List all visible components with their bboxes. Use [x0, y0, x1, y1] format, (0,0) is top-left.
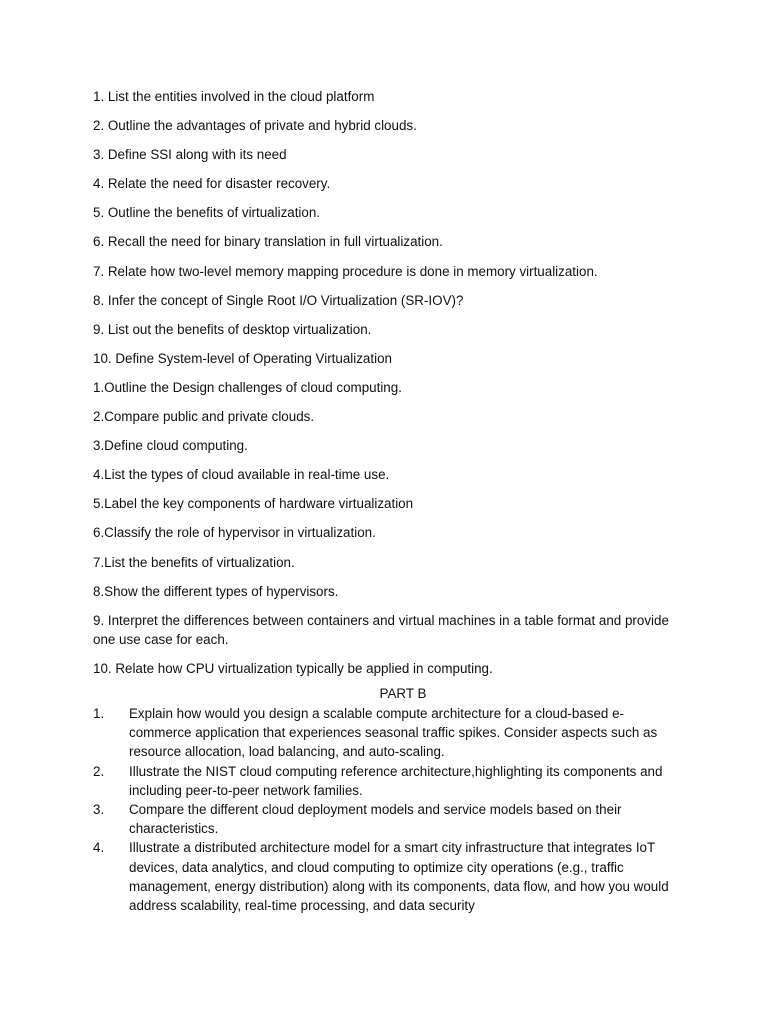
part-b-question: [93, 800, 683, 838]
part-a-question: 7. Relate how two-level memory mapping procedure is done in memory virtualization.: [93, 263, 598, 279]
question-number: 1.: [93, 706, 105, 721]
part-b-question: [93, 762, 683, 800]
part-a-question: 1.Outline the Design challenges of cloud computing.: [93, 379, 402, 395]
part-a-question: 1. List the entities involved in the cloud platform: [93, 89, 375, 104]
question-text: Compare the different cloud deployment models and service models based on their characteristics.: [129, 802, 622, 837]
part-b-heading: PART B: [379, 686, 427, 701]
part-a-question: 9. Interpret the differences between containers and virtual machines in a table format and provide one use case for each.: [93, 612, 669, 647]
part-a-question: 10. Define System-level of Operating Virtualization: [93, 350, 392, 366]
part-b-question-list: [93, 704, 683, 915]
part-a-question: 2.Compare public and private clouds.: [93, 409, 315, 425]
part-b-question: [93, 704, 683, 762]
part-a-question: 8.Show the different types of hypervisors.: [93, 583, 339, 599]
part-a-question: 4. Relate the need for disaster recovery.: [93, 176, 331, 192]
part-a-question: 5.Label the key components of hardware virtualization: [93, 496, 414, 512]
part-a-question: 6.Classify the role of hypervisor in virtualization.: [93, 525, 376, 541]
part-b-question: [93, 838, 683, 915]
question-text: Illustrate the NIST cloud computing reference architecture,highlighting its components and including peer-to-peer network families.: [129, 763, 663, 798]
part-a-question: 9. List out the benefits of desktop virtualization.: [93, 321, 372, 337]
part-a-question: 4.List the types of cloud available in real-time use.: [93, 467, 390, 483]
question-text: Explain how would you design a scalable compute architecture for a cloud-based e-commerce application that experiences seasonal traffic spikes. Consider aspects such as resource allocation, load balancing, and auto-scaling.: [129, 706, 658, 760]
part-a-question-list: [93, 87, 693, 688]
part-a-question: 5. Outline the benefits of virtualization.: [93, 205, 321, 221]
part-a-question: 3.Define cloud computing.: [93, 438, 248, 454]
part-a-question: 8. Infer the concept of Single Root I/O Virtualization (SR-IOV)?: [93, 292, 464, 308]
part-a-question: 3. Define SSI along with its need: [93, 147, 287, 163]
question-text: Illustrate a distributed architecture model for a smart city infrastructure that integrates IoT devices, data analytics, and cloud computing to optimize city operations (e.g., traffic management, energy distribution) along with its components, data flow, and how you would address scalability, real-time processing, and data security: [129, 840, 669, 914]
part-a-question: 7.List the benefits of virtualization.: [93, 554, 295, 570]
question-number: 3.: [93, 802, 105, 818]
part-a-question: 10. Relate how CPU virtualization typically be applied in computing.: [93, 660, 493, 676]
question-number: 2.: [93, 763, 105, 779]
part-a-question: 2. Outline the advantages of private and hybrid clouds.: [93, 118, 417, 134]
question-number: 4.: [93, 840, 105, 856]
part-a-question: 6. Recall the need for binary translation in full virtualization.: [93, 234, 443, 250]
